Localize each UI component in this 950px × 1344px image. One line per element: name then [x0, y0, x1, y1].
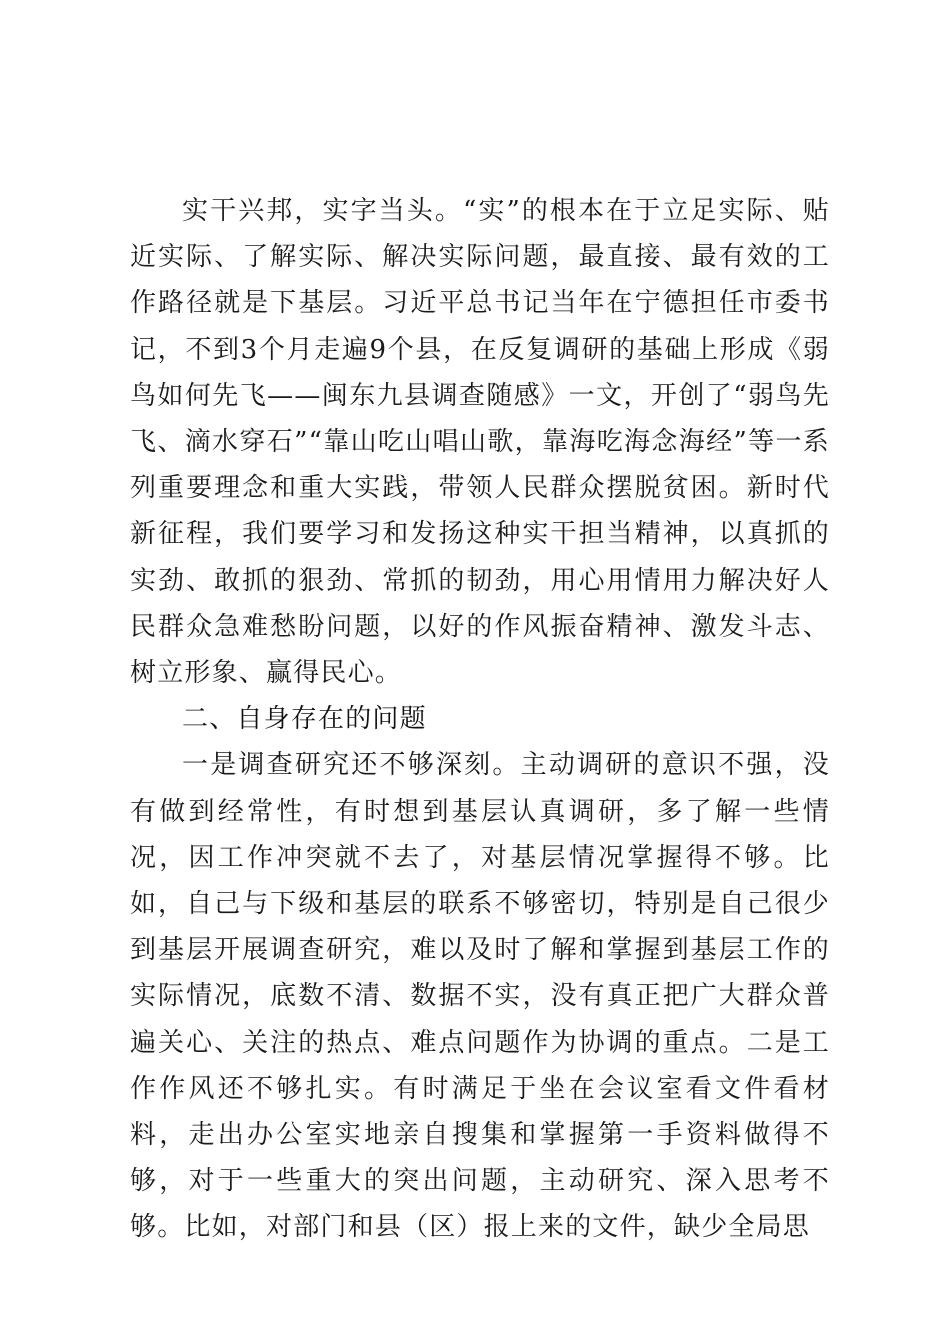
document-body: [130, 188, 830, 1251]
body-paragraph-2: 一是调查研究还不够深刻。主动调研的意识不强，没有做到经常性，有时想到基层认真调研，多了解一些情况，因工作冲突就不去了，对基层情况掌握得不够。比如，自己与下级和基层的联系不够密切，特别是自己很少到基层开展调查研究，难以及时了解和掌握到基层工作的实际情况，底数不清、数据不实，没有真正把广大群众普遍关心、关注的热点、难点问题作为协调的重点。二是工作作风还不够扎实。有时满足于坐在会议室看文件看材料，走出办公室实地亲自搜集和掌握第一手资料做得不够，对于一些重大的突出问题，主动研究、深入思考不够。比如，对部门和县（区）报上来的文件，缺少全局思: [130, 750, 830, 1243]
body-paragraph-1: 实干兴邦，实字当头。“实”的根本在于立足实际、贴近实际、了解实际、解决实际问题，最直接、最有效的工作路径就是下基层。习近平总书记当年在宁德担任市委书记，不到3个月走遍9个县，在反复调研的基础上形成《弱鸟如何先飞——闽东九县调查随感》一文，开创了“弱鸟先飞、滴水穿石”“靠山吃山唱山歌，靠海吃海念海经”等一系列重要理念和重大实践，带领人民群众摆脱贫困。新时代新征程，我们要学习和发扬这种实干担当精神，以真抓的实劲、敢抓的狠劲、常抓的韧劲，用心用情用力解决好人民群众急难愁盼问题，以好的作风振奋精神、激发斗志、树立形象、赢得民心。: [130, 196, 830, 689]
section-heading: 二、自身存在的问题: [182, 704, 427, 735]
